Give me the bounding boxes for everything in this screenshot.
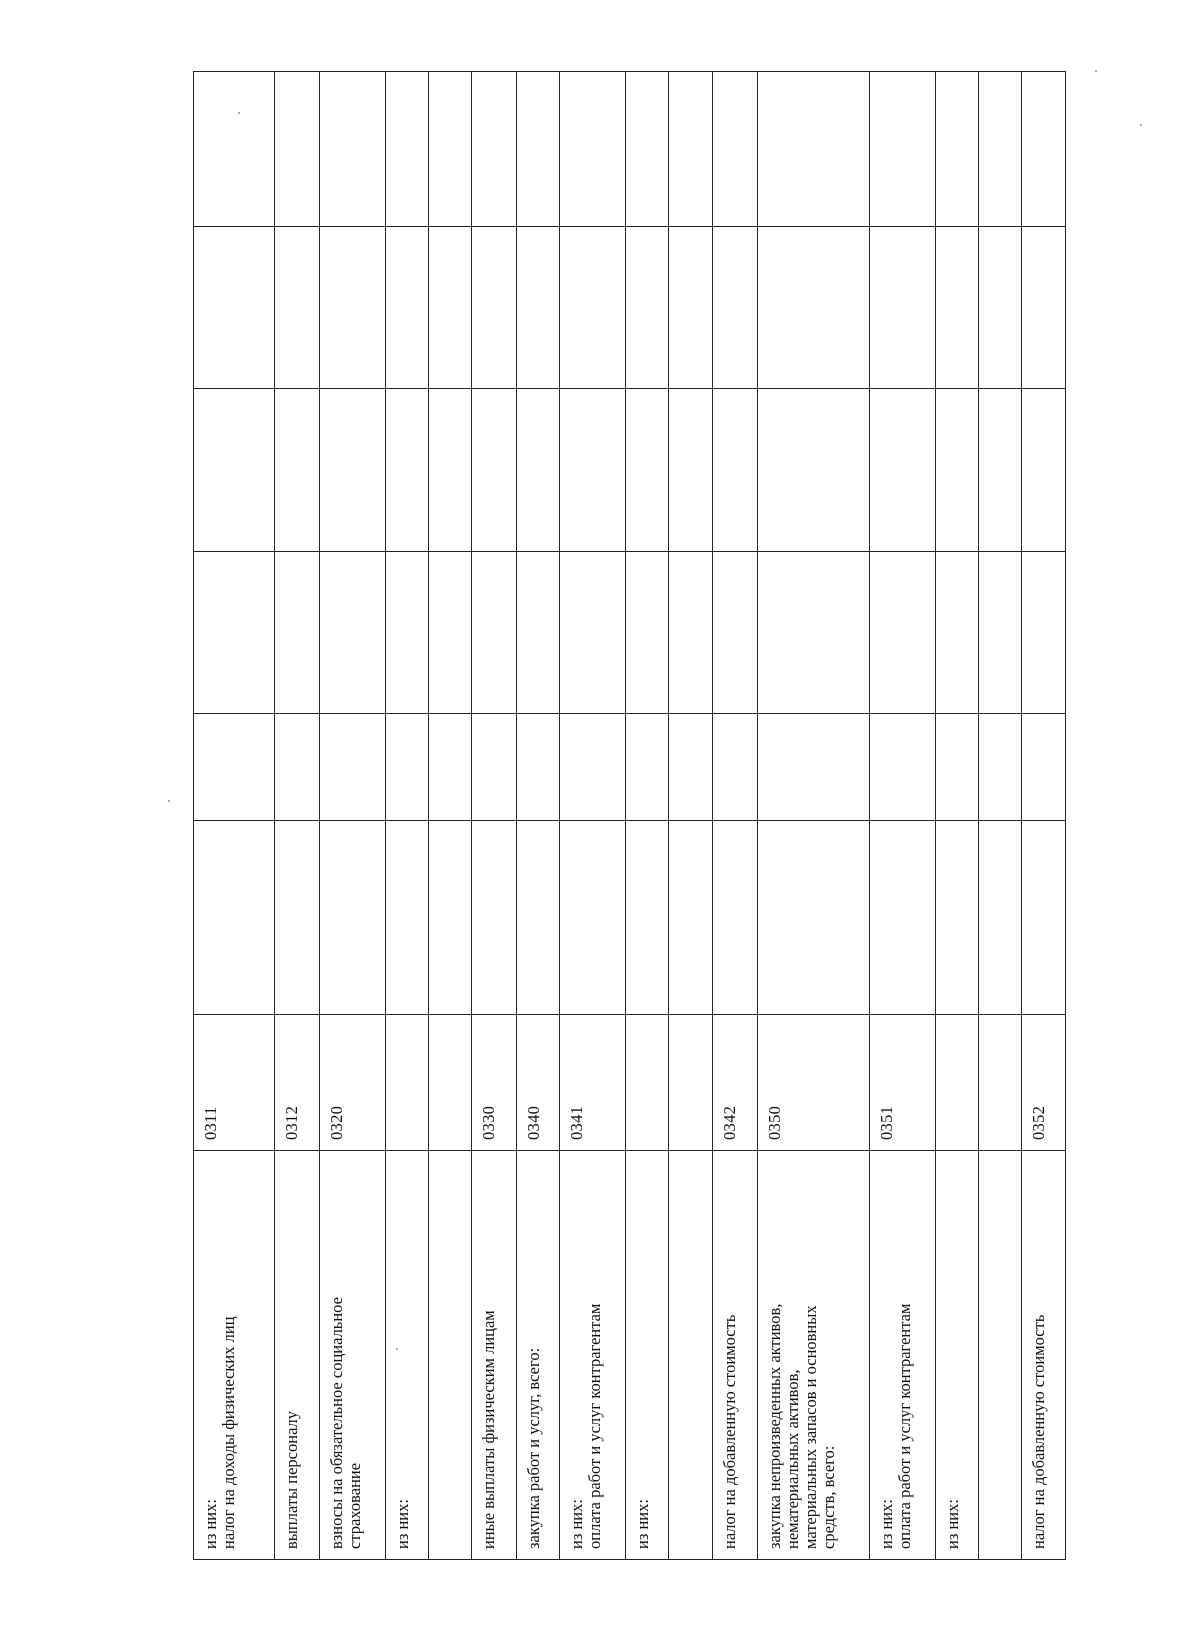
value-cell[interactable] [386,227,429,389]
value-cell[interactable] [626,714,669,821]
value-cell[interactable] [758,714,870,821]
rotated-form-page [193,72,1054,1560]
table-row [936,72,979,1560]
value-cell[interactable] [386,72,429,227]
value-cell[interactable] [472,552,517,714]
row-name-cell: выплаты персоналу [275,1151,320,1560]
value-cell[interactable] [713,389,758,552]
value-cell[interactable] [275,821,320,1015]
value-cell[interactable] [669,389,713,552]
value-cell[interactable] [275,714,320,821]
value-cell[interactable] [472,821,517,1015]
value-cell[interactable] [936,714,979,821]
value-cell[interactable] [626,389,669,552]
scan-speck [1140,124,1142,126]
value-cell[interactable] [429,552,472,714]
value-cell[interactable] [194,389,275,552]
value-cell[interactable] [386,821,429,1015]
row-name-cell: из них: [386,1151,429,1560]
value-cell[interactable] [560,552,626,714]
value-cell[interactable] [669,821,713,1015]
value-cell[interactable] [870,389,936,552]
value-cell[interactable] [936,821,979,1015]
table-row [429,72,472,1560]
value-cell[interactable] [194,714,275,821]
row-name-cell: иные выплаты физическим лицам [472,1151,517,1560]
value-cell[interactable] [758,72,870,227]
row-code-cell: 0311 [194,1015,275,1151]
table-row [758,72,870,1560]
row-code-cell [429,1015,472,1151]
table-row [979,72,1022,1560]
value-cell[interactable] [560,714,626,821]
value-cell[interactable] [517,714,560,821]
value-cell[interactable] [626,821,669,1015]
value-cell[interactable] [1022,389,1066,552]
value-cell[interactable] [979,714,1022,821]
row-code-cell [386,1015,429,1151]
table-body [194,72,1066,1560]
value-cell[interactable] [194,72,275,227]
value-cell[interactable] [936,552,979,714]
value-cell[interactable] [979,227,1022,389]
scan-speck [238,112,240,114]
value-cell[interactable] [626,72,669,227]
financial-form-table [193,71,1066,1560]
value-cell[interactable] [713,821,758,1015]
value-cell[interactable] [275,227,320,389]
row-name-cell: взносы на обязательное социальное страхование [320,1151,386,1560]
value-cell[interactable] [870,821,936,1015]
value-cell[interactable] [472,227,517,389]
table-row [1022,72,1066,1560]
value-cell[interactable] [669,227,713,389]
value-cell[interactable] [560,389,626,552]
row-name-cell [429,1151,472,1560]
value-cell[interactable] [626,227,669,389]
scan-speck [396,1348,398,1350]
value-cell[interactable] [320,821,386,1015]
value-cell[interactable] [517,227,560,389]
value-cell[interactable] [386,714,429,821]
row-code-cell [979,1015,1022,1151]
row-code-cell: 0340 [517,1015,560,1151]
table-row [713,72,758,1560]
value-cell[interactable] [275,552,320,714]
value-cell[interactable] [979,821,1022,1015]
value-cell[interactable] [1022,227,1066,389]
value-cell[interactable] [1022,72,1066,227]
row-name-cell: из них: [626,1151,669,1560]
value-cell[interactable] [936,389,979,552]
value-cell[interactable] [713,72,758,227]
table-row [472,72,517,1560]
row-name-cell: налог на добавленную стоимость [713,1151,758,1560]
value-cell[interactable] [194,227,275,389]
value-cell[interactable] [1022,714,1066,821]
row-code-cell: 0330 [472,1015,517,1151]
row-code-cell: 0341 [560,1015,626,1151]
value-cell[interactable] [517,552,560,714]
value-cell[interactable] [870,552,936,714]
value-cell[interactable] [517,72,560,227]
value-cell[interactable] [429,389,472,552]
table-row [626,72,669,1560]
table-row [194,72,275,1560]
row-name-cell: налог на добавленную стоимость [1022,1151,1066,1560]
table-row [870,72,936,1560]
value-cell[interactable] [386,552,429,714]
value-cell[interactable] [870,72,936,227]
row-name-cell: из них: налог на доходы физических лиц [194,1151,275,1560]
value-cell[interactable] [320,72,386,227]
value-cell[interactable] [517,389,560,552]
table-row [320,72,386,1560]
value-cell[interactable] [320,227,386,389]
value-cell[interactable] [758,389,870,552]
value-cell[interactable] [713,552,758,714]
value-cell[interactable] [472,714,517,821]
value-cell[interactable] [669,552,713,714]
value-cell[interactable] [713,714,758,821]
value-cell[interactable] [472,389,517,552]
row-code-cell: 0352 [1022,1015,1066,1151]
value-cell[interactable] [669,72,713,227]
value-cell[interactable] [320,389,386,552]
value-cell[interactable] [758,552,870,714]
value-cell[interactable] [870,227,936,389]
row-code-cell [669,1015,713,1151]
value-cell[interactable] [429,72,472,227]
row-code-cell [626,1015,669,1151]
value-cell[interactable] [560,227,626,389]
value-cell[interactable] [472,72,517,227]
value-cell[interactable] [275,389,320,552]
value-cell[interactable] [979,72,1022,227]
value-cell[interactable] [429,714,472,821]
table-row [517,72,560,1560]
value-cell[interactable] [275,72,320,227]
value-cell[interactable] [713,227,758,389]
row-code-cell: 0320 [320,1015,386,1151]
value-cell[interactable] [1022,821,1066,1015]
value-cell[interactable] [560,72,626,227]
value-cell[interactable] [669,714,713,821]
row-name-cell: закупка работ и услуг, всего: [517,1151,560,1560]
row-name-cell [979,1151,1022,1560]
row-name-cell: из них: [936,1151,979,1560]
table-row [560,72,626,1560]
value-cell[interactable] [870,714,936,821]
value-cell[interactable] [386,389,429,552]
row-code-cell: 0350 [758,1015,870,1151]
row-name-cell: из них: оплата работ и услуг контрагентам [560,1151,626,1560]
row-name-cell [669,1151,713,1560]
value-cell[interactable] [517,821,560,1015]
value-cell[interactable] [936,72,979,227]
row-code-cell [936,1015,979,1151]
scan-speck [168,800,170,802]
table-row [386,72,429,1560]
scan-speck [1095,70,1097,72]
value-cell[interactable] [429,227,472,389]
value-cell[interactable] [626,552,669,714]
value-cell[interactable] [429,821,472,1015]
table-row [669,72,713,1560]
row-name-cell: из них: оплата работ и услуг контрагентам [870,1151,936,1560]
value-cell[interactable] [936,227,979,389]
value-cell[interactable] [758,227,870,389]
row-name-cell: закупка непроизведенных активов, нематериальных активов, материальных запасов и основных средств, всего: [758,1151,870,1560]
value-cell[interactable] [320,552,386,714]
row-code-cell: 0351 [870,1015,936,1151]
value-cell[interactable] [758,821,870,1015]
row-code-cell: 0342 [713,1015,758,1151]
value-cell[interactable] [979,552,1022,714]
row-code-cell: 0312 [275,1015,320,1151]
value-cell[interactable] [560,821,626,1015]
value-cell[interactable] [1022,552,1066,714]
value-cell[interactable] [194,552,275,714]
value-cell[interactable] [194,821,275,1015]
value-cell[interactable] [320,714,386,821]
table-row [275,72,320,1560]
value-cell[interactable] [979,389,1022,552]
